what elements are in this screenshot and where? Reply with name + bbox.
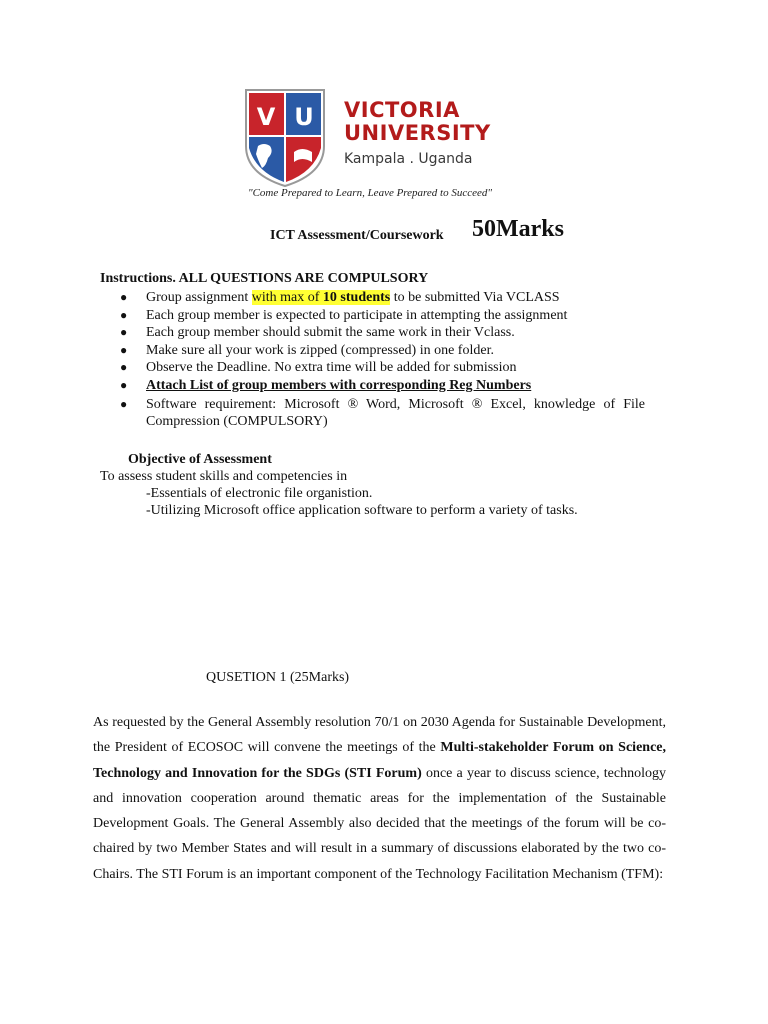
list-item: ● Observe the Deadline. No extra time will be added for submission [120, 360, 517, 376]
objective-item: -Utilizing Microsoft office application software to perform a variety of tasks. [146, 503, 578, 518]
list-item: ● Each group member should submit the same work in their Vclass. [120, 325, 515, 341]
instructions-list [120, 289, 645, 431]
forum-name: Multi-stakeholder Forum on Science, Technology and Innovation for the SDGs (STI Forum) [93, 740, 666, 781]
question-paragraph: As requested by the General Assembly resolution 70/1 on 2030 Agenda for Sustainable Development, the President of ECOSOC will convene the meetings of the Multi-stakeholder Forum on Science, Technology and Innovation for the SDGs (STI Forum) once a year to discuss science, technology and innovation cooperation around thematic areas for the implementation of the Sustainable Development Goals. The General Assembly also decided that the meetings of the forum will be co-chaired by two Member States and will result in a summary of discussions elaborated by the two co-Chairs. The STI Forum is an important component of the Technology Facilitation Mechanism (TFM): [93, 715, 666, 882]
bullet-icon: ● [120, 342, 128, 357]
instructions-title: Instructions. ALL QUESTIONS ARE COMPULSORY [100, 271, 429, 286]
objective-intro: To assess student skills and competencies in [100, 469, 348, 484]
university-logo [240, 84, 500, 208]
list-item: ● Each group member is expected to participate in attempting the assignment [120, 307, 568, 323]
highlighted-text: with max of 10 students [251, 290, 391, 305]
assessment-marks: 50Marks [472, 216, 564, 242]
list-item: ● Software requirement: Microsoft ® Word, Microsoft ® Excel, knowledge of File Compression (COMPULSORY) [120, 396, 645, 430]
bullet-icon: ● [120, 360, 128, 375]
university-motto: "Come Prepared to Learn, Leave Prepared to Succeed" [247, 187, 493, 199]
list-item: ● Make sure all your work is zipped (compressed) in one folder. [120, 342, 494, 358]
university-name [344, 99, 491, 145]
bullet-icon: ● [120, 325, 128, 340]
bullet-icon: ● [120, 307, 128, 322]
bullet-icon: ● [120, 377, 128, 392]
shield-letter-v: V [256, 103, 276, 131]
objective-title: Objective of Assessment [128, 452, 272, 467]
shield-icon [244, 88, 326, 188]
bullet-icon: ● [120, 396, 128, 411]
question-title: QUSETION 1 (25Marks) [206, 670, 350, 685]
list-item: ● Group assignment with max of 10 students to be submitted Via VCLASS [120, 290, 560, 305]
university-location: Kampala . Uganda [344, 151, 473, 167]
bullet-icon: ● [120, 290, 128, 304]
shield-letter-u: U [294, 103, 314, 131]
university-name-line1: VICTORIA [344, 98, 460, 122]
list-item: ● Attach List of group members with corresponding Reg Numbers [120, 377, 532, 393]
university-name-line2: UNIVERSITY [344, 121, 491, 145]
assessment-title: ICT Assessment/Coursework [270, 228, 444, 243]
objective-item: -Essentials of electronic file organistion. [146, 486, 373, 501]
